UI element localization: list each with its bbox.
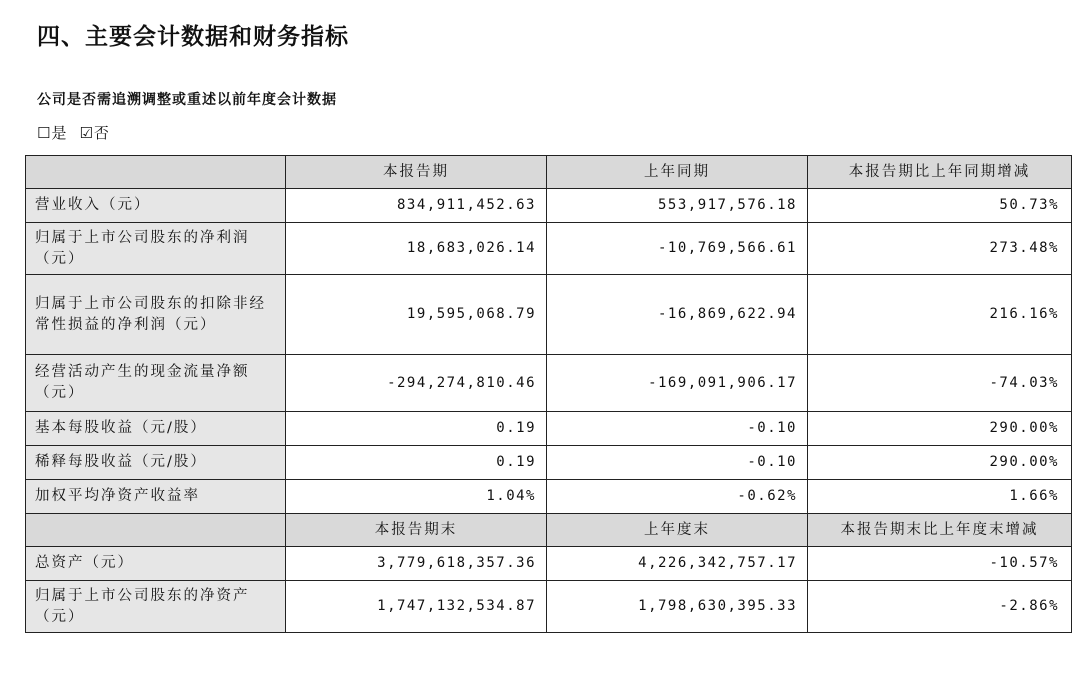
- change-value: 216.16%: [808, 275, 1072, 355]
- change-value: -2.86%: [808, 581, 1072, 633]
- financial-data-table: [25, 155, 1072, 633]
- table-header-row: [26, 514, 1072, 547]
- prior-period-value: -0.10: [547, 412, 808, 446]
- choice-yes: ☐是: [37, 124, 68, 142]
- header-cell: 本报告期末: [286, 514, 547, 547]
- restatement-question: 公司是否需追溯调整或重述以前年度会计数据: [37, 92, 337, 108]
- table-row: [26, 223, 1072, 275]
- change-value: -74.03%: [808, 355, 1072, 412]
- prior-period-value: -169,091,906.17: [547, 355, 808, 412]
- row-label: 归属于上市公司股东的净资产（元）: [26, 581, 286, 633]
- row-label: 稀释每股收益（元/股）: [26, 446, 286, 480]
- period-end-value: 3,779,618,357.36: [286, 547, 547, 581]
- table-row: [26, 581, 1072, 633]
- prior-period-value: -0.62%: [547, 480, 808, 514]
- current-period-value: 1.04%: [286, 480, 547, 514]
- header-cell: 上年同期: [547, 156, 808, 189]
- current-period-value: 0.19: [286, 446, 547, 480]
- row-label: 经营活动产生的现金流量净额（元）: [26, 355, 286, 412]
- prior-period-value: 553,917,576.18: [547, 189, 808, 223]
- change-value: 50.73%: [808, 189, 1072, 223]
- section-heading: 四、主要会计数据和财务指标: [37, 24, 349, 50]
- table-row: [26, 189, 1072, 223]
- prior-period-value: -0.10: [547, 446, 808, 480]
- change-value: 290.00%: [808, 412, 1072, 446]
- current-period-value: -294,274,810.46: [286, 355, 547, 412]
- current-period-value: 19,595,068.79: [286, 275, 547, 355]
- table-row: [26, 480, 1072, 514]
- table-row: [26, 446, 1072, 480]
- prior-year-end-value: 1,798,630,395.33: [547, 581, 808, 633]
- current-period-value: 0.19: [286, 412, 547, 446]
- restatement-choice: [37, 122, 110, 143]
- row-label: 总资产（元）: [26, 547, 286, 581]
- table-row: [26, 412, 1072, 446]
- table-row: [26, 547, 1072, 581]
- header-cell: 本报告期比上年同期增减: [808, 156, 1072, 189]
- period-end-value: 1,747,132,534.87: [286, 581, 547, 633]
- change-value: -10.57%: [808, 547, 1072, 581]
- row-label: 营业收入（元）: [26, 189, 286, 223]
- header-cell: 本报告期: [286, 156, 547, 189]
- current-period-value: 834,911,452.63: [286, 189, 547, 223]
- prior-period-value: -10,769,566.61: [547, 223, 808, 275]
- table-row: [26, 275, 1072, 355]
- row-label: 归属于上市公司股东的扣除非经常性损益的净利润（元）: [26, 275, 286, 355]
- choice-no: ☑否: [79, 124, 110, 142]
- row-label: 加权平均净资产收益率: [26, 480, 286, 514]
- row-label: 基本每股收益（元/股）: [26, 412, 286, 446]
- header-cell: 本报告期末比上年度末增减: [808, 514, 1072, 547]
- table-header-row: [26, 156, 1072, 189]
- change-value: 273.48%: [808, 223, 1072, 275]
- current-period-value: 18,683,026.14: [286, 223, 547, 275]
- header-cell: [26, 514, 286, 547]
- header-cell: 上年度末: [547, 514, 808, 547]
- row-label: 归属于上市公司股东的净利润（元）: [26, 223, 286, 275]
- prior-year-end-value: 4,226,342,757.17: [547, 547, 808, 581]
- change-value: 290.00%: [808, 446, 1072, 480]
- change-value: 1.66%: [808, 480, 1072, 514]
- prior-period-value: -16,869,622.94: [547, 275, 808, 355]
- table-row: [26, 355, 1072, 412]
- header-cell: [26, 156, 286, 189]
